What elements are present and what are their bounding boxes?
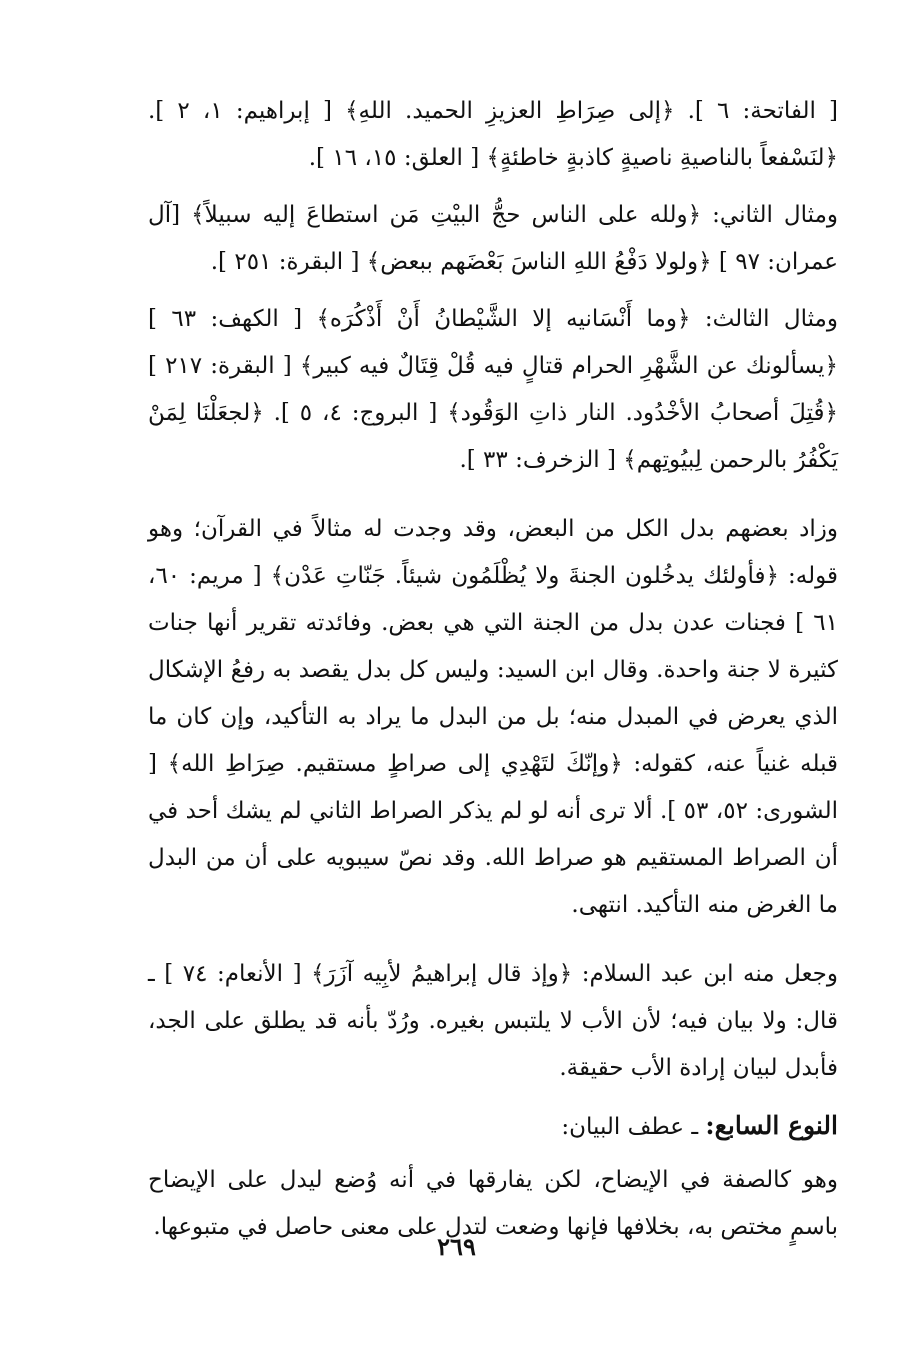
paragraph-atf-bayan: وهو كالصفة في الإيضاح، لكن يفارقها في أنه وُضع ليدل على الإيضاح باسمٍ مختص به، بخلافها فإنها وضعت لتدل على معنى حاصل في متبوعها. [148,1167,838,1240]
section-heading [148,1102,838,1151]
paragraph-second-example: ومثال الثاني: ﴿ولله على الناس حجُّ البيْتِ مَن استطاعَ إليه سبيلاً﴾ [آل عمران: ٩٧ ] ﴿ولولا دَفْعُ اللهِ الناسَ بَعْضَهم ببعض﴾ [ البقرة: ٢٥١ ]. [148,202,838,275]
section-heading-label: النوع السابع: [705,1111,838,1140]
page-number: ٢٦٩ [437,1232,476,1261]
paragraph-whole-from-part: وزاد بعضهم بدل الكل من البعض، وقد وجدت له مثالاً في القرآن؛ وهو قوله: ﴿فأولئك يدخُلون الجنةَ ولا يُظْلَمُون شيئاً. جَنّاتِ عَدْن﴾ [ مريم: ٦٠، ٦١ ] فجنات عدن بدل من الجنة التي هي بعض. وفائدته تقرير أنها جنات كثيرة لا جنة واحدة. وقال ابن السيد: وليس كل بدل يقصد به رفعُ الإشكال الذي يعرض في المبدل منه؛ بل من البدل ما يراد به التأكيد، وإن كان ما قبله غنياً عنه، كقوله: ﴿وإنّكَ لتَهْدِي إلى صراطٍ مستقيم. صِرَاطِ الله﴾ [ الشورى: ٥٢، ٥٣ ]. ألا ترى أنه لو لم يذكر الصراط الثاني لم يشك أحد في أن الصراط المستقيم هو صراط الله. وقد نصّ سيبويه على أن من البدل ما الغرض منه التأكيد. انتهى. [148,516,838,918]
paragraph-ibn-abd-alsalam: وجعل منه ابن عبد السلام: ﴿وإذ قال إبراهيمُ لأبِيه آزَرَ﴾ [ الأنعام: ٧٤ ] ـ قال: ولا بيان فيه؛ لأن الأب لا يلتبس بغيره. ورُدّ بأنه قد يطلق على الجد، فأبدل لبيان إرادة الأب حقيقة. [148,961,838,1081]
paragraph-third-example: ومثال الثالث: ﴿وما أَنْسَانيه إلا الشَّيْطانُ أَنْ أَذْكُرَه﴾ [ الكهف: ٦٣ ] ﴿يسألونك عن الشَّهْرِ الحرام قتالٍ فيه قُلْ قِتَالٌ فيه كبير﴾ [ البقرة: ٢١٧ ] ﴿قُتِلَ أصحابُ الأخْدُود. النار ذاتِ الوَقُود﴾ [ البروج: ٤، ٥ ]. ﴿لجعَلْنَا لِمَنْ يَكْفُرُ بالرحمن لِبيُوتِهم﴾ [ الزخرف: ٣٣ ]. [148,306,838,473]
paragraph-fatiha-examples: [ الفاتحة: ٦ ]. ﴿إلى صِرَاطِ العزيزِ الحميد. اللهِ﴾ [ إبراهيم: ١، ٢ ]. ﴿لنَسْفعاً بالناصيةِ ناصيةٍ كاذبةٍ خاطئةٍ﴾ [ العلق: ١٥، ١٦ ]. [148,98,838,171]
section-heading-title: ـ عطف البيان: [561,1114,706,1140]
page-body [148,88,838,1261]
